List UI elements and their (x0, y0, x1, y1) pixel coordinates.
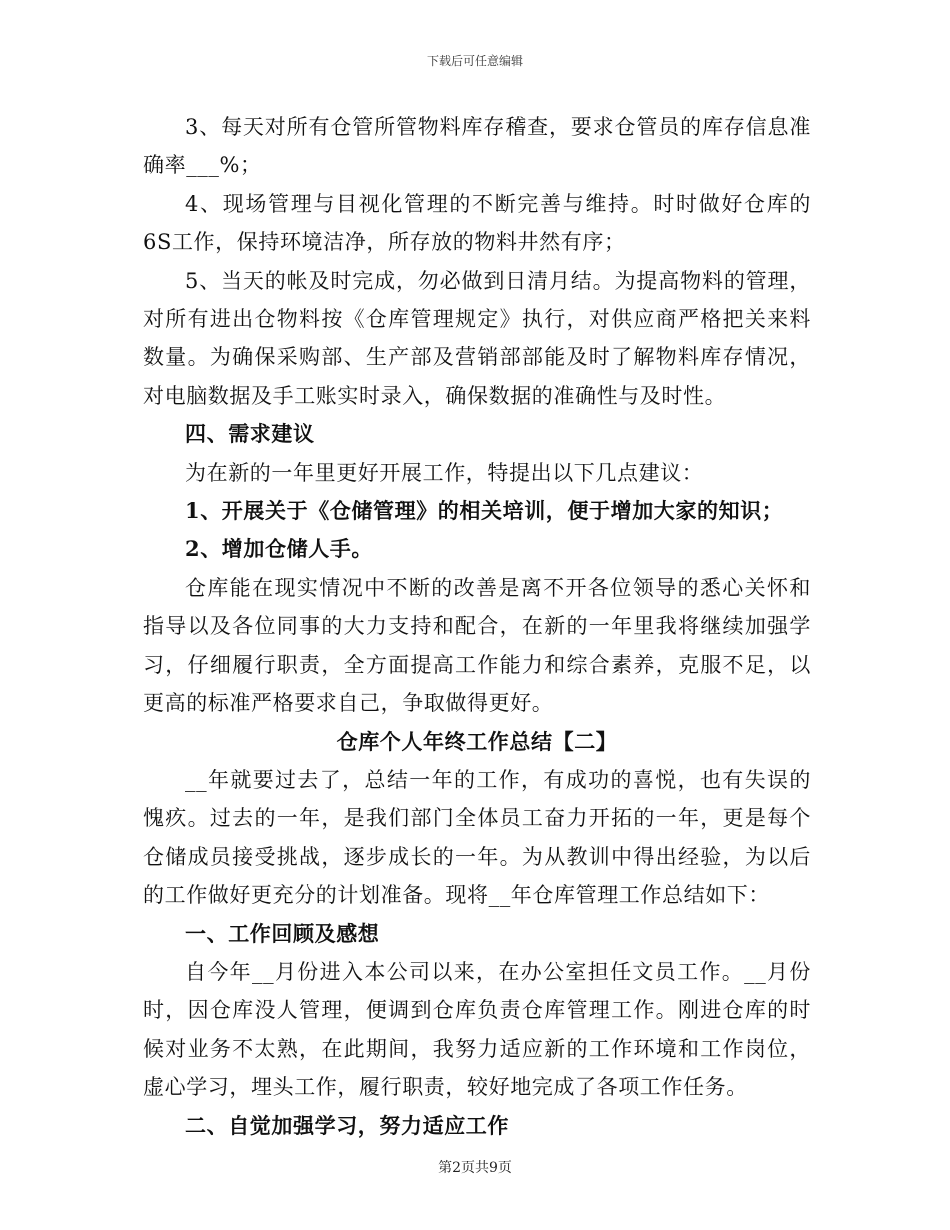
paragraph-item-5: 5、当天的帐及时完成，勿必做到日清月结。为提高物料的管理，对所有进出仓物料按《仓库管理规定》执行，对供应商严格把关来料数量。为确保采购部、生产部及营销部部能及时了解物料库存情况，对电脑数据及手工账实时录入，确保数据的准确性与及时性。 (143, 268, 811, 408)
paragraph-item-4: 4、现场管理与目视化管理的不断完善与维持。时时做好仓库的6S工作，保持环境洁净，所存放的物料井然有序； (143, 191, 811, 255)
suggestion-item-1: 1、开展关于《仓储管理》的相关培训，便于增加大家的知识； (185, 498, 784, 524)
suggestions-intro: 为在新的一年里更好开展工作，特提出以下几点建议： (185, 460, 704, 485)
document-body (143, 108, 811, 1145)
intro-paragraph: __年就要过去了，总结一年的工作，有成功的喜悦，也有失误的愧疚。过去的一年，是我们部门全体员工奋力开拓的一年，更是每个仓储成员接受挑战，逐步成长的一年。为从教训中得出经验，为以后的工作做好更充分的计划准备。现将__年仓库管理工作总结如下： (143, 767, 811, 908)
review-paragraph: 自今年__月份进入本公司以来，在办公室担任文员工作。__月份时，因仓库没人管理，便调到仓库负责仓库管理工作。刚进仓库的时候对业务不太熟，在此期间，我努力适应新的工作环境和工作岗位，虚心学习，埋头工作，履行职责，较好地完成了各项工作任务。 (143, 959, 811, 1100)
page-header: 下载后可任意编辑 (426, 54, 523, 68)
section-heading-suggestions: 四、需求建议 (185, 421, 315, 447)
section-heading-learning: 二、自觉加强学习，努力适应工作 (185, 1112, 509, 1138)
suggestion-item-2: 2、增加仓储人手。 (185, 536, 374, 562)
paragraph-item-3: 3、每天对所有仓管所管物料库存稽查，要求仓管员的库存信息准确率___%； (143, 115, 811, 178)
page-footer: 第2页共9页 (438, 1160, 512, 1176)
closing-paragraph: 仓库能在现实情况中不断的改善是离不开各位领导的悉心关怀和指导以及各位同事的大力支持和配合，在新的一年里我将继续加强学习，仔细履行职责，全方面提高工作能力和综合素养，克服不足，以更高的标准严格要求自己，争取做得更好。 (143, 575, 811, 716)
section-heading-review: 一、工作回顾及感想 (185, 920, 380, 946)
article-title-2: 仓库个人年终工作总结【二】 (336, 728, 618, 754)
